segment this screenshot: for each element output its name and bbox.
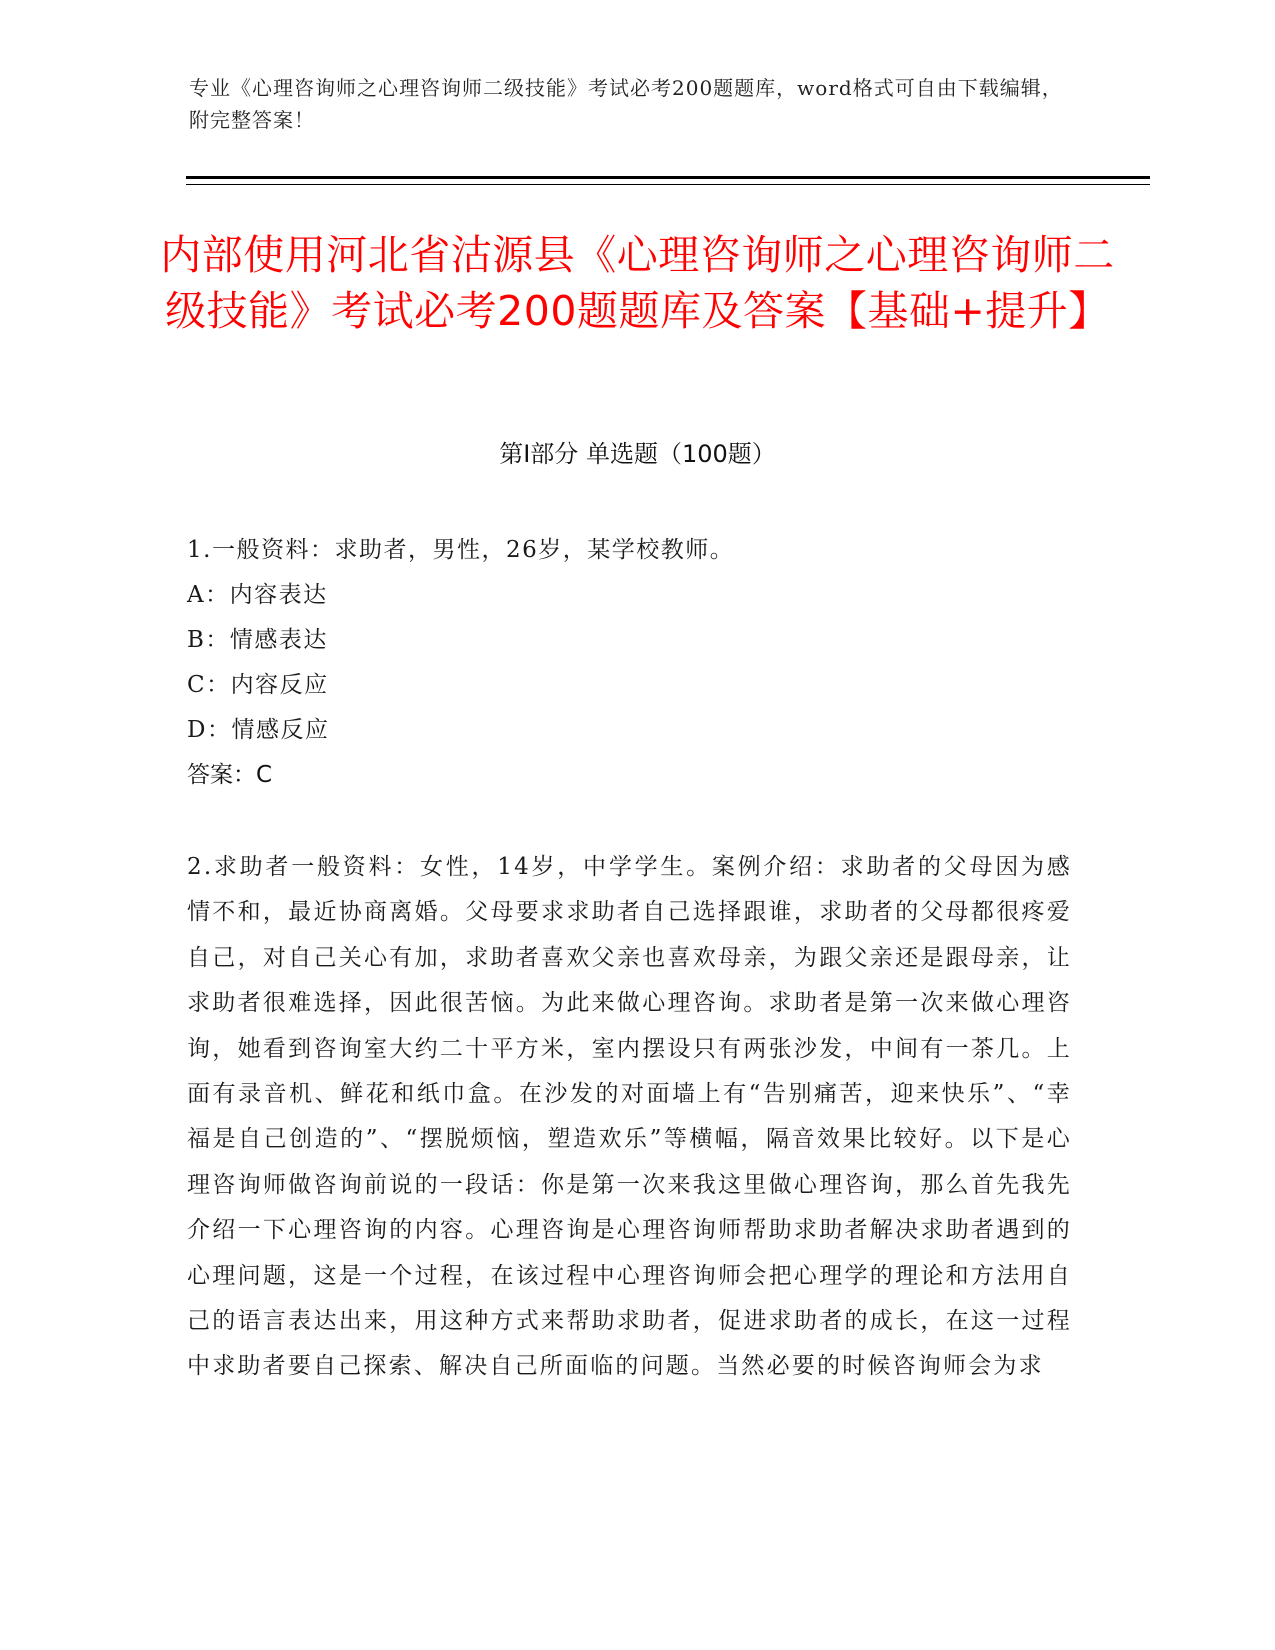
header-divider-thin	[186, 184, 1150, 185]
option-b: B：情感表达	[187, 627, 328, 653]
option-a: A：内容表达	[187, 582, 328, 608]
document-title: 内部使用河北省沽源县《心理咨询师之心理咨询师二级技能》考试必考200题题库及答案【基础+提升】	[160, 231, 1115, 335]
question-stem: 1.一般资料：求助者，男性，26岁，某学校教师。	[187, 537, 735, 563]
option-c: C：内容反应	[187, 672, 329, 698]
question-2-stem: 2.求助者一般资料：女性，14岁，中学学生。案例介绍：求助者的父母因为感情不和，最近协商离婚。父母要求求助者自己选择跟谁，求助者的父母都很疼爱自己，对自己关心有加，求助者喜欢父亲也喜欢母亲，为跟父亲还是跟母亲，让求助者很难选择，因此很苦恼。为此来做心理咨询。求助者是第一次来做心理咨询，她看到咨询室大约二十平方米，室内摆设只有两张沙发，中间有一茶几。上面有录音机、鲜花和纸巾盒。在沙发的对面墙上有“告别痛苦，迎来快乐”、“幸福是自己创造的”、“摆脱烦恼，塑造欢乐”等横幅，隔音效果比较好。以下是心理咨询师做咨询前说的一段话：你是第一次来我这里做心理咨询，那么首先我先介绍一下心理咨询的内容。心理咨询是心理咨询师帮助求助者解决求助者遇到的心理问题，这是一个过程，在该过程中心理咨询师会把心理学的理论和方法用自己的语言表达出来，用这种方式来帮助求助者，促进求助者的成长，在这一过程中求助者要自己探索、解决自己所面临的问题。当然必要的时候咨询师会为求	[187, 854, 1072, 1380]
header-note: 专业《心理咨询师之心理咨询师二级技能》考试必考200题题库，word格式可自由下载编辑，附完整答案！	[189, 76, 1063, 132]
section-heading: 第Ⅰ部分 单选题（100题）	[499, 440, 776, 468]
option-d: D：情感反应	[187, 717, 330, 743]
answer-text: 答案：C	[187, 762, 273, 788]
header-divider-thick	[186, 176, 1150, 179]
question-1	[187, 528, 1067, 798]
